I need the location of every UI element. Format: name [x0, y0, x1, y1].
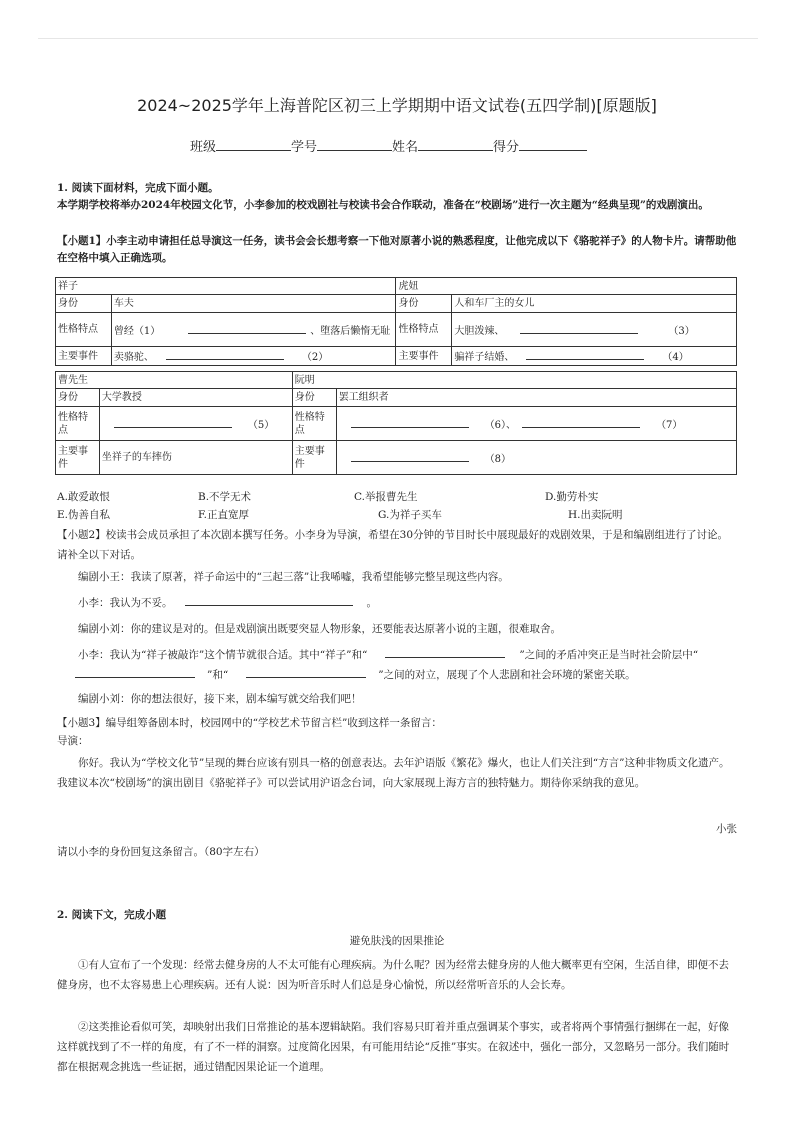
- dialogue-text: ”之间的矛盾冲突正是当时社会阶层中“: [519, 649, 699, 661]
- name-blank[interactable]: [418, 138, 493, 151]
- answer-blank-dialogue-2[interactable]: [385, 646, 505, 658]
- option-d: D.勤劳朴实: [545, 491, 599, 503]
- answer-blank-dialogue-3[interactable]: [75, 666, 195, 678]
- option-a: A.敢爱敢恨: [57, 491, 110, 503]
- value-text: 、堕落后懒惰无耻: [310, 325, 391, 337]
- answer-blank-5[interactable]: [114, 416, 232, 428]
- top-rule: [38, 38, 758, 39]
- label-cell: 主要事件: [292, 441, 336, 475]
- value-text: 骗祥子结婚、: [454, 352, 515, 363]
- dialogue-text: 小李：我认为“祥子被敲诈”这个情节就很合适。其中“祥子”和“: [78, 649, 368, 661]
- q1-heading: 1. 阅读下面材料，完成下面小题。: [57, 182, 219, 194]
- value-cell: 人和车厂主的女儿: [452, 295, 737, 313]
- cao-cell: 曹先生: [56, 372, 293, 389]
- character-card-table-2: [55, 371, 737, 475]
- value-cell: [111, 347, 396, 366]
- answer-blank-4[interactable]: [526, 348, 644, 360]
- answer-blank-8[interactable]: [351, 450, 469, 462]
- huniu-cell: 虎妞: [396, 278, 737, 295]
- answer-blank-7[interactable]: [522, 416, 640, 428]
- class-blank[interactable]: [216, 138, 291, 151]
- message-signature: 小张: [716, 823, 737, 835]
- dialogue-text: ”和“: [207, 669, 229, 681]
- value-cell: [336, 407, 736, 441]
- xiangzi-cell: 祥子: [56, 278, 396, 295]
- q1-sub1: 【小题1】小李主动申请担任总导演这一任务，读书会会长想考察一下他对原著小说的熟悉程度，让他完成以下《骆驼祥子》的人物卡片。请帮助他在空格中填入正确选项。: [57, 235, 737, 264]
- id-blank[interactable]: [317, 138, 392, 151]
- dialogue-li-2: [57, 645, 737, 685]
- dialogue-liu-2: 编剧小刘：你的想法很好，接下来，剧本编写就交给我们吧！: [78, 693, 362, 705]
- label-cell: 主要事件: [396, 347, 452, 366]
- option-c: C.举报曹先生: [354, 491, 418, 503]
- value-cell: [99, 407, 292, 441]
- option-f: F.正直宽厚: [198, 509, 249, 521]
- message-body: 你好。我认为“学校文化节”呈现的舞台应该有别具一格的创意表达。去年沪语版《繁花》爆火，也让人们关注到“方言”这种非物质文化遗产。我建议本次“校剧场”的演出剧目《骆驼祥子》可以尝试用沪语念台词，向大家展现上海方言的独特魅力。期待你采纳我的意见。: [57, 757, 730, 789]
- name-label: 姓名: [392, 140, 419, 155]
- answer-blank-dialogue-1[interactable]: [185, 594, 353, 606]
- label-cell: 主要事件: [56, 441, 100, 475]
- dialogue-text: 。: [366, 597, 377, 609]
- label-cell: 身份: [292, 389, 336, 407]
- value-cell: [336, 441, 736, 475]
- blank-number: （3）: [668, 325, 695, 337]
- score-blank[interactable]: [519, 138, 587, 151]
- blank-number: （5）: [247, 419, 275, 431]
- option-g: G.为祥子买车: [378, 509, 442, 521]
- answer-blank-2[interactable]: [166, 348, 284, 360]
- q1-sub3: 【小题3】编导组筹备剧本时，校园网中的“学校艺术节留言栏”收到这样一条留言：: [57, 717, 442, 729]
- value-cell: 罢工组织者: [336, 389, 736, 407]
- q1-intro: 本学期学校将举办2024年校园文化节，小李参加的校戏剧社与校读书会合作联动，准备在“校剧场”进行一次主题为“经典呈现”的戏剧演出。: [57, 199, 709, 211]
- value-text: 大胆泼辣、: [454, 325, 505, 337]
- class-label: 班级: [190, 140, 217, 155]
- page-title: 2024~2025学年上海普陀区初三上学期期中语文试卷(五四学制)[原题版]: [137, 96, 657, 115]
- option-b: B.不学无术: [198, 491, 252, 503]
- option-e: E.伪善自私: [57, 509, 111, 521]
- q1-sub3-ask: 请以小李的身份回复这条留言。（80字左右）: [57, 846, 265, 858]
- essay-paragraph-2: ②这类推论看似可笑，却映射出我们日常推论的基本逻辑缺陷。我们容易只盯着并重点强调某个事实，或者将两个事情强行捆绑在一起，好像这样就找到了不一样的角度，有了不一样的洞察。过度简化因果，有可能用结论“反推”事实。在叙述中，强化一部分，又忽略另一部分。我们随时都在根据观念挑选一些证据，通过错配因果论证一个道理。: [57, 1021, 730, 1073]
- q2-heading: 2. 阅读下文，完成小题: [57, 909, 167, 921]
- ruanming-cell: 阮明: [292, 372, 736, 389]
- blank-number: （7）: [656, 419, 683, 431]
- answer-blank-1[interactable]: [188, 322, 306, 334]
- dialogue-wang: 编剧小王：我读了原著，祥子命运中的“三起三落”让我唏嘘，我希望能够完整呈现这些内容。: [78, 571, 509, 583]
- value-cell: [452, 313, 737, 347]
- essay-title: 避免肤浅的因果推论: [349, 935, 445, 947]
- value-cell: 大学教授: [99, 389, 292, 407]
- dialogue-text: ”之间的对立，展现了个人悲剧和社会环境的紧密关联。: [378, 669, 636, 681]
- blank-number: （6）、: [484, 419, 517, 431]
- greeting: 导演：: [57, 735, 89, 747]
- answer-blank-3[interactable]: [520, 322, 638, 334]
- character-card-table-1: [55, 277, 737, 366]
- blank-number: （4）: [662, 352, 689, 363]
- blank-number: （2）: [301, 352, 329, 363]
- dialogue-li-1: [57, 593, 737, 613]
- blank-number: （8）: [484, 453, 512, 465]
- value-cell: 车夫: [111, 295, 396, 313]
- label-cell: 性格特点: [56, 313, 112, 347]
- label-cell: 性格特点: [56, 407, 100, 441]
- dialogue-text: 小李：我认为不妥。: [78, 597, 173, 609]
- student-info: [190, 136, 587, 155]
- label-cell: 身份: [56, 389, 100, 407]
- label-cell: 身份: [56, 295, 112, 313]
- label-cell: 性格特点: [396, 313, 452, 347]
- label-cell: 身份: [396, 295, 452, 313]
- value-text: 卖骆驼、: [113, 352, 154, 363]
- value-cell: [452, 347, 737, 366]
- id-label: 学号: [291, 140, 318, 155]
- score-label: 得分: [493, 140, 520, 155]
- option-h: H.出卖阮明: [568, 509, 623, 521]
- value-text: 曾经（1）: [113, 325, 161, 337]
- q1-sub2: 【小题2】校读书会成员承担了本次剧本撰写任务。小李身为导演，希望在30分钟的节目时长中展现最好的戏剧效果，于是和编剧组进行了讨论。请补全以下对话。: [57, 529, 729, 561]
- label-cell: 主要事件: [56, 347, 112, 366]
- answer-blank-6[interactable]: [351, 416, 469, 428]
- essay-paragraph-1: ①有人宣布了一个发现：经常去健身房的人不太可能有心理疾病。为什么呢？因为经常去健身房的人他大概率更有空闲，生活自律，即便不去健身房，也不太容易患上心理疾病。还有人说：因为听音乐时人们总是身心愉悦，所以经常听音乐的人会长寿。: [57, 959, 729, 991]
- dialogue-liu-1: 编剧小刘：你的建议是对的。但是戏剧演出既要突显人物形象，还要能表达原著小说的主题，很难取舍。: [78, 623, 561, 635]
- answer-blank-dialogue-4[interactable]: [246, 666, 366, 678]
- value-cell: [111, 313, 396, 347]
- label-cell: 性格特点: [292, 407, 336, 441]
- value-cell: 坐祥子的车摔伤: [99, 441, 292, 475]
